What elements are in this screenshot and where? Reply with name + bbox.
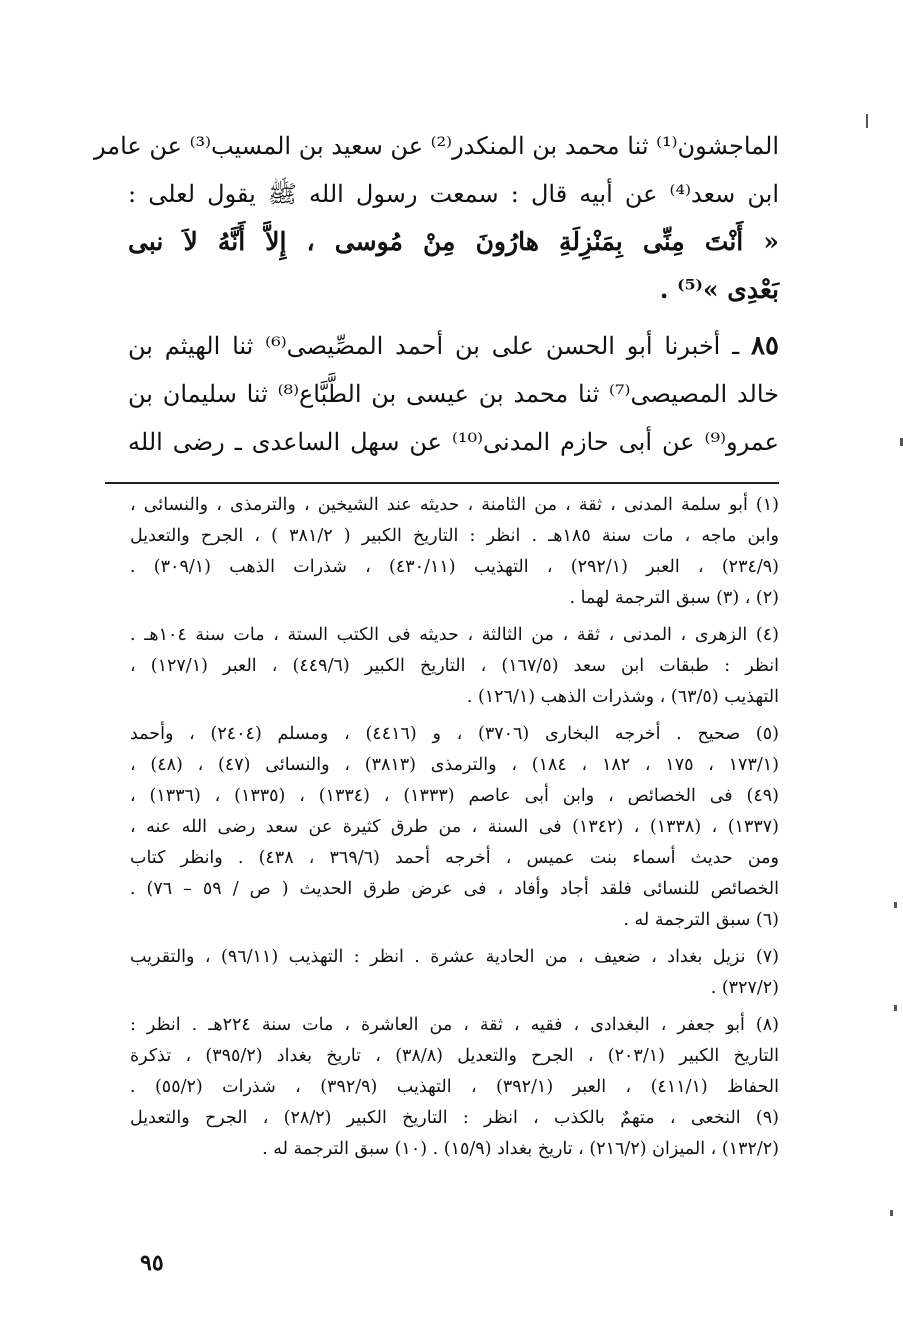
footnote-block [130, 719, 779, 936]
footnote-block [130, 1010, 779, 1165]
footnote-line: (٢) ، (٣) سبق الترجمة لهما . [569, 588, 779, 608]
footnote-line: (٧) نزيل بغداد ، ضعيف ، من الحادية عشرة . انظر : التهذيب (٩٦/١١) ، والتقريب [130, 947, 779, 967]
margin-mark [890, 1210, 893, 1216]
text-line: الماجشون⁽¹⁾ ثنا محمد بن المنكدر⁽²⁾ عن سعيد بن المسيب⁽³⁾ عن عامر [93, 132, 779, 160]
footnote-line: (٤٩) فى الخصائص ، وابن أبى عاصم (١٣٣٣) ، (١٣٣٤) ، (١٣٣٥) ، (١٣٣٦) ، [130, 786, 779, 806]
footnote-line: ومن حديث أسماء بنت عميس ، أخرجه أحمد (٣٦٩/٦ ، ٤٣٨) . وانظر كتاب [130, 848, 779, 868]
footnote-separator [105, 482, 779, 484]
footnote-line: الخصائص للنسائى فلقد أجاد وأفاد ، فى عرض طرق الحديث ( ص / ٥٩ – ٧٦) . [130, 879, 779, 899]
footnote-block [130, 942, 779, 1004]
footnote-line: وابن ماجه ، مات سنة ١٨٥هـ . انظر : التاريخ الكبير ( ٣٨١/٢ ) ، الجرح والتعديل [130, 526, 779, 546]
footnote-line: (٤) الزهرى ، المدنى ، ثقة ، من الثالثة ، حديثه فى الكتب الستة ، مات سنة ١٠٤هـ . [130, 625, 779, 645]
hadith-first-line [128, 322, 779, 370]
footnote-line: (٩) النخعى ، متهمٌ بالكذب ، انظر : التاريخ الكبير (٢٨/٢) ، الجرح والتعديل [130, 1108, 779, 1128]
main-text [93, 122, 779, 466]
footnote-line: (٥) صحيح . أخرجه البخارى (٣٧٠٦) ، و (٤٤١٦) ، ومسلم (٢٤٠٤) ، وأحمد [130, 724, 779, 744]
page-number: ٩٥ [140, 1250, 164, 1276]
hadith-text-line: بَعْدِى »⁽⁵⁾ . [659, 275, 779, 304]
footnote-line: (١٣٢/٢) ، الميزان (٢١٦/٢) ، تاريخ بغداد (١٥/٩) . (١٠) سبق الترجمة له . [262, 1139, 779, 1159]
hadith-text-line: « أَنْتَ مِنِّى بِمَنْزِلَةِ هارُونَ مِنْ مُوسى ، إِلاَّ أَنَّهُ لاَ نبى [128, 227, 779, 256]
footnote-line: الحفاظ (٤١١/١) ، العبر (٣٩٢/١) ، التهذيب (٣٩٢/٩) ، شذرات (٥٥/٢) . [130, 1077, 779, 1097]
text-line: عمرو⁽⁹⁾ عن أبى حازم المدنى⁽¹⁰⁾ عن سهل الساعدى ـ رضى الله [128, 428, 779, 456]
hadith-paragraph [128, 322, 779, 466]
hadith-number: ٨٥ [751, 331, 779, 361]
footnote-block [130, 490, 779, 614]
footnote-block [130, 620, 779, 713]
margin-mark [894, 1005, 897, 1011]
footnote-line: (١٧٣/١ ، ١٧٥ ، ١٨٢ ، ١٨٤) ، والترمذى (٣٨١٣) ، والنسائى (٤٧) ، (٤٨) ، [130, 755, 779, 775]
footnote-line: التهذيب (٦٣/٥) ، وشذرات الذهب (١٢٦/١) . [466, 687, 779, 707]
text-span: ـ أخبرنا أبو الحسن على بن أحمد المصِّيصى⁽⁶⁾ ثنا الهيثم بن [128, 332, 740, 360]
footnote-line: (٢٣٤/٩) ، العبر (٢٩٢/١) ، التهذيب (٤٣٠/١١) ، شذرات الذهب (٣٠٩/١) . [130, 557, 779, 577]
text-line: خالد المصيصى⁽⁷⁾ ثنا محمد بن عيسى بن الطَّبَّاع⁽⁸⁾ ثنا سليمان بن [128, 380, 779, 408]
text-line: ابن سعد⁽⁴⁾ عن أبيه قال : سمعت رسول الله ﷺ يقول لعلى : [128, 180, 779, 208]
footnote-line: انظر : طبقات ابن سعد (١٦٧/٥) ، التاريخ الكبير (٤٤٩/٦) ، العبر (١٢٧/١) ، [130, 656, 779, 676]
footnote-line: (٣٢٧/٢) . [710, 978, 779, 998]
footnote-line: (٨) أبو جعفر ، البغدادى ، فقيه ، ثقة ، من العاشرة ، مات سنة ٢٢٤هـ . انظر : [130, 1015, 779, 1035]
footnotes [130, 490, 779, 1171]
margin-mark [894, 902, 897, 908]
margin-mark [866, 114, 868, 128]
footnote-line: (١٣٣٧) ، (١٣٣٨) ، (١٣٤٢) فى السنة ، من طرق كثيرة عن سعد رضى الله عنه ، [130, 817, 779, 837]
footnote-line: (٦) سبق الترجمة له . [623, 910, 779, 930]
footnote-line: (١) أبو سلمة المدنى ، ثقة ، من الثامنة ، حديثه عند الشيخين ، والترمذى ، والنسائى ، [130, 495, 779, 515]
footnote-line: التاريخ الكبير (٢٠٣/١) ، الجرح والتعديل (٣٨/٨) ، تاريخ بغداد (٣٩٥/٢) ، تذكرة [130, 1046, 779, 1066]
